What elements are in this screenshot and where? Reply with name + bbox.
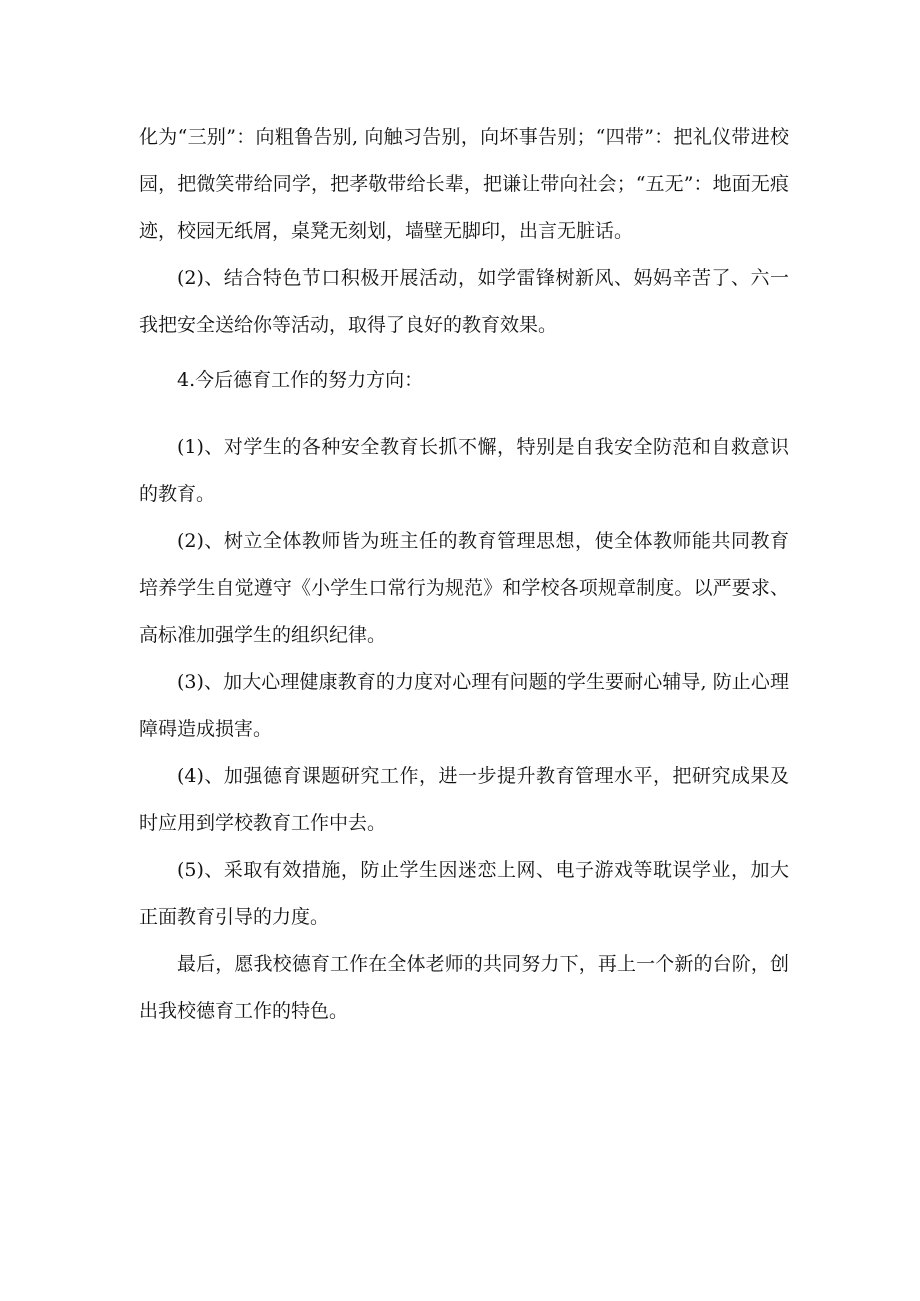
paragraph-item-4-research: (4)、加强德育课题研究工作，进一步提升教育管理水平，把研究成果及时应用到学校教育工作中去。 (139, 765, 789, 834)
paragraph-continuation: 化为“三别”：向粗鲁告别, 向触习告别，向坏事告别；“四带”：把礼仪带进校园，把微笑带给同学，把孝敬带给长辈，把谦让带向社会；“五无”：地面无痕迹，校园无纸屑，桌凳无刻划，墙壁无脚印，出言无脏话。 (139, 126, 789, 242)
paragraph-item-2-teachers: (2)、树立全体教师皆为班主任的教育管理思想，使全体教师能共同教育培养学生自觉遵守《小学生口常行为规范》和学校各项规章制度。以严要求、高标准加强学生的组织纪律。 (139, 530, 789, 646)
paragraph-item-3-mental-health: (3)、加大心理健康教育的力度对心理有问题的学生要耐心辅导, 防止心理障碍造成损害。 (139, 671, 789, 740)
paragraph-item-1-safety: (1)、对学生的各种安全教育长抓不懈，特别是自我安全防范和自救意识的教育。 (139, 436, 789, 505)
section-heading-future-direction: 4.今后德育工作的努力方向： (177, 369, 424, 391)
paragraph-conclusion: 最后，愿我校德育工作在全体老师的共同努力下，再上一个新的台阶，创出我校德育工作的特色。 (139, 953, 789, 1022)
paragraph-item-2-activities: (2)、结合特色节口积极开展活动，如学雷锋树新风、妈妈辛苦了、六一我把安全送给你等活动，取得了良好的教育效果。 (139, 267, 789, 336)
paragraph-item-5-measures: (5)、采取有效措施，防止学生因迷恋上网、电子游戏等耽误学业，加大正面教育引导的力度。 (139, 859, 789, 928)
document-body (139, 114, 789, 1035)
